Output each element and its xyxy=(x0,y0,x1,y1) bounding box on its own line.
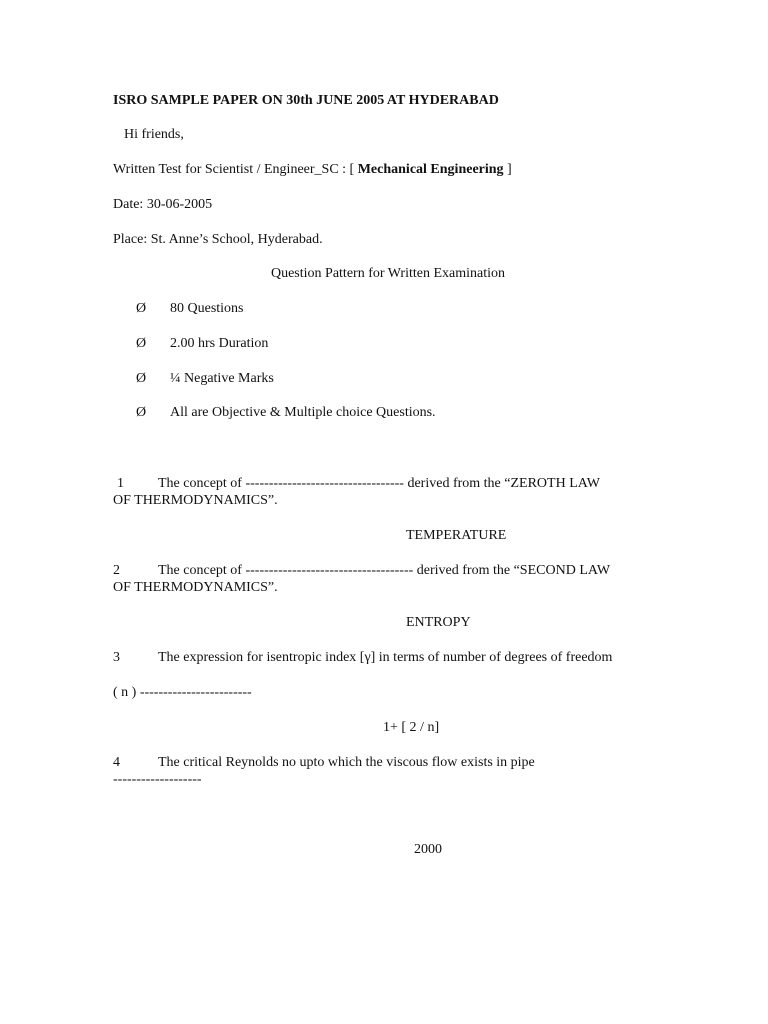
test-prefix: Written Test for Scientist / Engineer_SC : [ xyxy=(113,162,358,177)
test-subject: Mechanical Engineering xyxy=(357,162,504,177)
bullet-text: 2.00 hrs Duration xyxy=(170,336,269,351)
exam-place: Place: St. Anne’s School, Hyderabad. xyxy=(113,232,323,247)
question-4-line2: ------------------- xyxy=(113,772,202,787)
bullet-icon: Ø xyxy=(136,301,147,316)
question-number: 1 xyxy=(117,476,124,491)
question-2-answer: ENTROPY xyxy=(406,615,471,630)
question-text: The concept of ------------------------------------ derived from the “SECOND LAW xyxy=(158,563,611,578)
question-3-line2: ( n ) ------------------------ xyxy=(113,685,252,700)
question-text: The critical Reynolds no upto which the viscous flow exists in pipe xyxy=(158,755,535,770)
question-3-answer: 1+ [ 2 / n] xyxy=(383,720,440,735)
exam-date: Date: 30-06-2005 xyxy=(113,197,213,212)
test-suffix: ] xyxy=(503,162,512,177)
test-line xyxy=(113,161,512,178)
question-number: 3 xyxy=(113,650,120,665)
bullet-icon: Ø xyxy=(136,405,147,420)
greeting: Hi friends, xyxy=(124,127,184,142)
page-title: ISRO SAMPLE PAPER ON 30th JUNE 2005 AT HYDERABAD xyxy=(113,93,499,108)
bullet-icon: Ø xyxy=(136,336,147,351)
question-1-line2: OF THERMODYNAMICS”. xyxy=(113,493,278,508)
bullet-text: All are Objective & Multiple choice Questions. xyxy=(170,405,436,420)
bullet-text: ¼ Negative Marks xyxy=(170,371,274,386)
question-text: The expression for isentropic index [γ] in terms of number of degrees of freedom xyxy=(158,650,613,665)
pattern-heading: Question Pattern for Written Examination xyxy=(270,266,505,281)
bullet-text: 80 Questions xyxy=(170,301,244,316)
question-text: The concept of ---------------------------------- derived from the “ZEROTH LAW xyxy=(158,476,600,491)
question-number: 2 xyxy=(113,563,120,578)
question-number: 4 xyxy=(113,755,120,770)
bullet-icon: Ø xyxy=(136,371,147,386)
question-4-answer: 2000 xyxy=(414,842,442,857)
question-2-line2: OF THERMODYNAMICS”. xyxy=(113,580,278,595)
question-1-answer: TEMPERATURE xyxy=(406,528,507,543)
